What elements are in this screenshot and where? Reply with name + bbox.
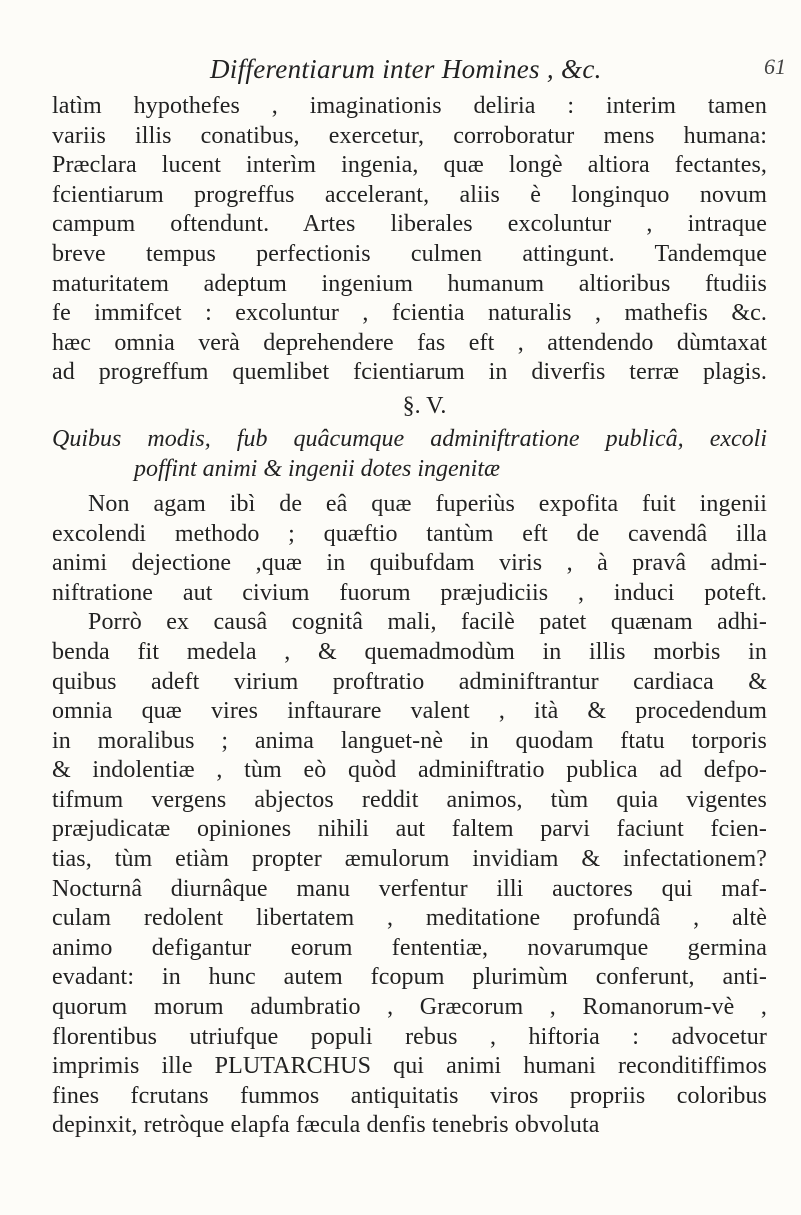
page-number: 61 (764, 54, 786, 79)
text-line: evadant: in hunc autem fcopum plurimùm conferunt, anti- (52, 964, 767, 991)
running-title: Differentiarum inter Homines , &c. (210, 54, 602, 84)
text-line: excolendi methodo ; quæftio tantùm eft de cavendâ illa (52, 520, 767, 547)
section-heading-line: Quibus modis, fub quâcumque adminiftratione publicâ, excoli (52, 425, 767, 452)
text-line: Porrò ex causâ cognitâ mali, facilè patet quænam adhi- (88, 609, 767, 636)
text-line: omnia quæ vires inftaurare valent , ità & procedendum (52, 698, 767, 725)
text-line: niftratione aut civium fuorum præjudiciis , induci poteft. (52, 579, 767, 606)
text-line: breve tempus perfectionis culmen attingunt. Tandemque (52, 240, 767, 267)
text-line: hæc omnia verà deprehendere fas eft , attendendo dùmtaxat (52, 329, 767, 356)
text-line: florentibus utriufque populi rebus , hiftoria : advocetur (52, 1023, 767, 1050)
text-line: maturitatem adeptum ingenium humanum altioribus ftudiis (52, 270, 767, 297)
text-line: latìm hypothefes , imaginationis deliria : interim tamen (52, 93, 767, 119)
text-line: imprimis ille PLUTARCHUS qui animi humani reconditiffimos (52, 1053, 767, 1080)
text-line: fines fcrutans fummos antiquitatis viros propriis coloribus (52, 1082, 767, 1109)
text-line: fe immifcet : excoluntur , fcientia naturalis , mathefis &c. (52, 300, 767, 327)
section-number: §. V. (402, 392, 447, 419)
text-line: tifmum vergens abjectos reddit animos, tùm quia vigentes (52, 786, 767, 813)
text-line: Non agam ibì de eâ quæ fuperiùs expofita fuit ingenii (88, 490, 767, 517)
paragraph-2 (52, 490, 767, 1141)
text-block (52, 92, 767, 1141)
section-heading-line: poffint animi & ingenii dotes ingenitæ (134, 455, 500, 482)
text-line: Nocturnâ diurnâque manu verfentur illi auctores qui maf- (52, 875, 767, 902)
text-line: ad progreffum quemlibet fcientiarum in diverfis terræ plagis. (52, 359, 767, 386)
text-line: Præclara lucent interìm ingenia, quæ longè altiora fectantes, (52, 152, 767, 179)
text-line: tias, tùm etiàm propter æmulorum invidiam & infectationem? (52, 846, 767, 873)
text-line: depinxit, retròque elapfa fæcula denfis tenebris obvoluta (52, 1112, 600, 1139)
text-line: quorum morum adumbratio , Græcorum , Romanorum-vè , (52, 994, 767, 1021)
text-line: & indolentiæ , tùm eò quòd adminiftratio publica ad defpo- (52, 757, 767, 784)
text-line: quibus adeft virium proftratio adminiftrantur cardiaca & (52, 668, 767, 695)
text-line: animo defigantur eorum fententiæ, novarumque germina (52, 934, 767, 961)
text-line: in moralibus ; anima languet-nè in quodam ftatu torporis (52, 727, 767, 754)
text-line: culam redolent libertatem , meditatione profundâ , altè (52, 905, 767, 932)
paragraph-1 (52, 92, 767, 388)
text-line: benda fit medela , & quemadmodùm in illis morbis in (52, 638, 767, 665)
text-line: campum oftendunt. Artes liberales excoluntur , intraque (52, 211, 767, 238)
text-line: præjudicatæ opiniones nihili aut faltem parvi faciunt fcien- (52, 816, 767, 843)
running-head (0, 54, 801, 90)
text-line: animi dejectione ,quæ in quibufdam viris , à pravâ admi- (52, 550, 767, 577)
text-line: fcientiarum progreffus accelerant, aliis è longinquo novum (52, 181, 767, 208)
text-line: variis illis conatibus, exercetur, corroboratur mens humana: (52, 122, 767, 149)
